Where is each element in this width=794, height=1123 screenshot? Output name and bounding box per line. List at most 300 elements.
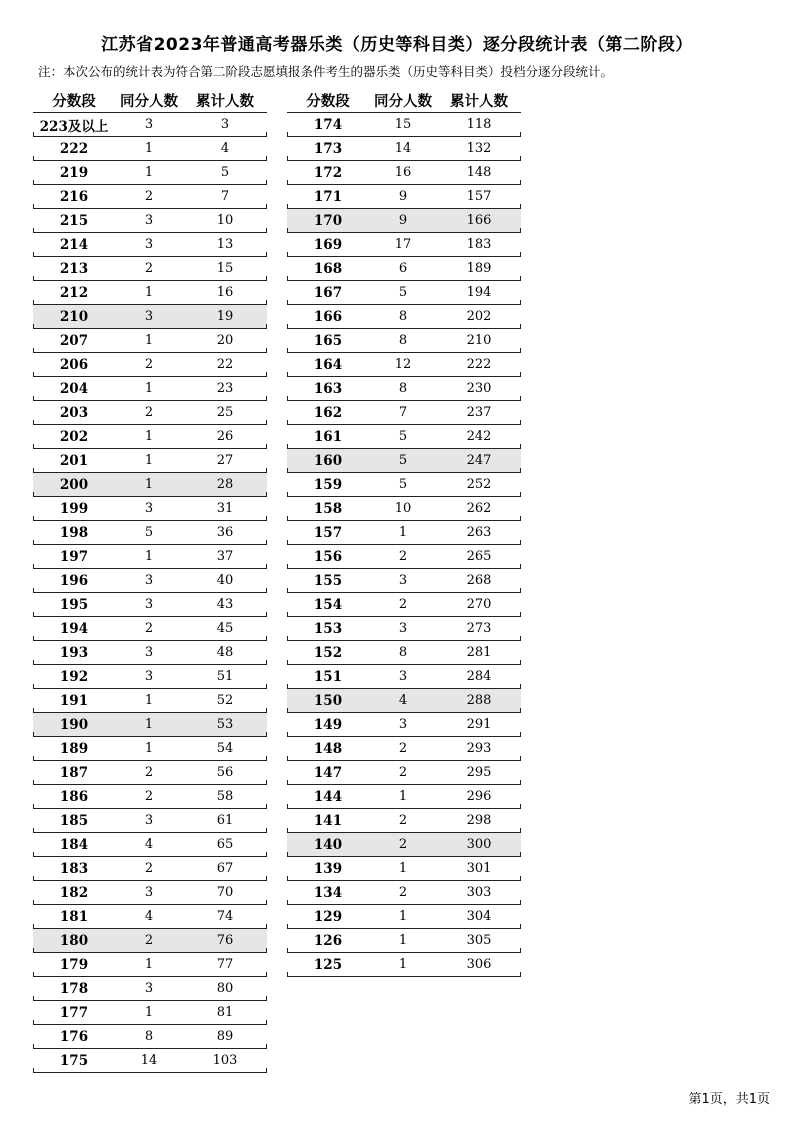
table-row — [33, 161, 267, 185]
cell-same-count: 5 — [398, 477, 408, 492]
cell-cumulative: 263 — [466, 525, 492, 540]
cell-same-count: 2 — [144, 189, 154, 204]
table-row — [287, 353, 521, 377]
cell-same-count: 14 — [394, 141, 412, 156]
cell-score: 214 — [59, 236, 89, 253]
table-row — [33, 689, 267, 713]
cell-same-count: 3 — [398, 621, 408, 636]
cell-score: 184 — [59, 836, 89, 853]
cell-cumulative: 48 — [216, 645, 234, 660]
cell-score: 167 — [313, 284, 343, 301]
table-row — [33, 137, 267, 161]
table-row — [33, 1049, 267, 1073]
cell-cumulative: 293 — [466, 741, 492, 756]
cell-same-count: 1 — [144, 453, 154, 468]
cell-score: 210 — [59, 308, 89, 325]
cell-score: 153 — [313, 620, 343, 637]
cell-score: 162 — [313, 404, 343, 421]
cell-cumulative: 103 — [212, 1053, 238, 1068]
cell-cumulative: 284 — [466, 669, 492, 684]
cell-cumulative: 51 — [216, 669, 234, 684]
cell-same-count: 2 — [144, 765, 154, 780]
header-score: 分数段 — [306, 93, 350, 110]
table-row — [287, 545, 521, 569]
cell-same-count: 3 — [144, 981, 154, 996]
cell-score: 207 — [59, 332, 89, 349]
cell-cumulative: 5 — [220, 165, 230, 180]
cell-same-count: 3 — [144, 501, 154, 516]
cell-score: 200 — [59, 476, 89, 493]
cell-same-count: 8 — [398, 381, 408, 396]
cell-same-count: 4 — [144, 909, 154, 924]
cell-cumulative: 81 — [216, 1005, 234, 1020]
cell-cumulative: 268 — [466, 573, 492, 588]
cell-cumulative: 28 — [216, 477, 234, 492]
table-row — [287, 329, 521, 353]
cell-score: 204 — [59, 380, 89, 397]
cell-score: 191 — [59, 692, 89, 709]
table-row — [33, 521, 267, 545]
cell-same-count: 4 — [398, 693, 408, 708]
table-row — [33, 305, 267, 329]
cell-cumulative: 194 — [466, 285, 492, 300]
header-same-count: 同分人数 — [120, 93, 178, 110]
cell-score: 190 — [59, 716, 89, 733]
cell-same-count: 5 — [398, 453, 408, 468]
cell-cumulative: 281 — [466, 645, 492, 660]
cell-cumulative: 52 — [216, 693, 234, 708]
cell-score: 194 — [59, 620, 89, 637]
table-row — [287, 305, 521, 329]
cell-same-count: 1 — [144, 1005, 154, 1020]
cell-cumulative: 31 — [216, 501, 234, 516]
cell-cumulative: 45 — [216, 621, 234, 636]
table-row — [287, 737, 521, 761]
cell-score: 161 — [313, 428, 343, 445]
cell-same-count: 2 — [398, 597, 408, 612]
cell-score: 187 — [59, 764, 89, 781]
cell-score: 183 — [59, 860, 89, 877]
cell-cumulative: 304 — [466, 909, 492, 924]
cell-cumulative: 19 — [216, 309, 234, 324]
cell-cumulative: 300 — [466, 837, 492, 852]
table-row — [33, 569, 267, 593]
table-row — [287, 881, 521, 905]
cell-score: 196 — [59, 572, 89, 589]
table-row — [287, 689, 521, 713]
cell-cumulative: 23 — [216, 381, 234, 396]
table-row — [287, 497, 521, 521]
table-row — [33, 857, 267, 881]
cell-same-count: 16 — [394, 165, 412, 180]
table-row — [287, 521, 521, 545]
cell-same-count: 3 — [144, 597, 154, 612]
cell-cumulative: 296 — [466, 789, 492, 804]
cell-same-count: 2 — [144, 861, 154, 876]
table-row — [287, 377, 521, 401]
cell-score: 173 — [313, 140, 343, 157]
cell-score: 195 — [59, 596, 89, 613]
cell-cumulative: 262 — [466, 501, 492, 516]
cell-same-count: 3 — [144, 213, 154, 228]
cell-score: 148 — [313, 740, 343, 757]
table-row — [33, 185, 267, 209]
cell-cumulative: 222 — [466, 357, 492, 372]
header-score: 分数段 — [52, 93, 96, 110]
cell-same-count: 3 — [144, 237, 154, 252]
cell-cumulative: 288 — [466, 693, 492, 708]
cell-same-count: 2 — [144, 405, 154, 420]
cell-same-count: 17 — [394, 237, 412, 252]
cell-score: 125 — [313, 956, 343, 973]
cell-cumulative: 210 — [466, 333, 492, 348]
table-row — [33, 665, 267, 689]
table-header — [287, 88, 521, 113]
table-row — [33, 617, 267, 641]
cell-cumulative: 252 — [466, 477, 492, 492]
cell-score: 175 — [59, 1052, 89, 1069]
page-title: 江苏省2023年普通高考器乐类（历史等科目类）逐分段统计表（第二阶段） — [101, 35, 693, 55]
cell-score: 202 — [59, 428, 89, 445]
cell-same-count: 3 — [144, 645, 154, 660]
cell-cumulative: 76 — [216, 933, 234, 948]
table-row — [33, 761, 267, 785]
table-row — [33, 497, 267, 521]
cell-same-count: 3 — [144, 309, 154, 324]
header-cumulative: 累计人数 — [450, 93, 508, 110]
table-row — [287, 209, 521, 233]
cell-same-count: 8 — [398, 309, 408, 324]
cell-cumulative: 65 — [216, 837, 234, 852]
table-row — [33, 977, 267, 1001]
table-row — [33, 545, 267, 569]
cell-score: 157 — [313, 524, 343, 541]
cell-same-count: 3 — [144, 813, 154, 828]
table-row — [33, 377, 267, 401]
cell-cumulative: 37 — [216, 549, 234, 564]
cell-same-count: 2 — [398, 813, 408, 828]
cell-score: 215 — [59, 212, 89, 229]
cell-score: 181 — [59, 908, 89, 925]
cell-same-count: 1 — [144, 429, 154, 444]
page-footer: 第1页，共1页 — [688, 1092, 770, 1107]
cell-score: 140 — [313, 836, 343, 853]
cell-score: 144 — [313, 788, 343, 805]
cell-same-count: 1 — [144, 741, 154, 756]
cell-cumulative: 26 — [216, 429, 234, 444]
cell-score: 165 — [313, 332, 343, 349]
cell-same-count: 3 — [144, 573, 154, 588]
cell-cumulative: 70 — [216, 885, 234, 900]
cell-score: 193 — [59, 644, 89, 661]
cell-same-count: 5 — [398, 429, 408, 444]
table-row — [287, 641, 521, 665]
cell-cumulative: 118 — [466, 117, 492, 132]
cell-cumulative: 80 — [216, 981, 234, 996]
cell-cumulative: 13 — [216, 237, 234, 252]
cell-same-count: 1 — [398, 909, 408, 924]
table-row — [33, 929, 267, 953]
table-row — [33, 833, 267, 857]
table-row — [287, 713, 521, 737]
table-header — [33, 88, 267, 113]
cell-same-count: 8 — [398, 333, 408, 348]
cell-cumulative: 148 — [466, 165, 492, 180]
cell-score: 151 — [313, 668, 343, 685]
table-body — [33, 113, 267, 1073]
cell-same-count: 5 — [144, 525, 154, 540]
table-row — [33, 209, 267, 233]
cell-score: 126 — [313, 932, 343, 949]
cell-score: 203 — [59, 404, 89, 421]
cell-same-count: 9 — [398, 189, 408, 204]
cell-same-count: 8 — [398, 645, 408, 660]
cell-same-count: 2 — [398, 885, 408, 900]
cell-score: 178 — [59, 980, 89, 997]
table-row — [287, 449, 521, 473]
cell-cumulative: 53 — [216, 717, 234, 732]
cell-score: 186 — [59, 788, 89, 805]
cell-cumulative: 295 — [466, 765, 492, 780]
cell-score: 192 — [59, 668, 89, 685]
table-row — [33, 281, 267, 305]
cell-cumulative: 265 — [466, 549, 492, 564]
cell-score: 219 — [59, 164, 89, 181]
table-row — [33, 809, 267, 833]
table-row — [33, 713, 267, 737]
table-row — [33, 257, 267, 281]
cell-same-count: 3 — [398, 669, 408, 684]
table-row — [33, 641, 267, 665]
cell-cumulative: 61 — [216, 813, 234, 828]
cell-same-count: 9 — [398, 213, 408, 228]
table-row — [33, 1001, 267, 1025]
cell-score: 169 — [313, 236, 343, 253]
cell-cumulative: 298 — [466, 813, 492, 828]
cell-same-count: 1 — [144, 165, 154, 180]
cell-cumulative: 10 — [216, 213, 234, 228]
header-cumulative: 累计人数 — [196, 93, 254, 110]
table-row — [287, 569, 521, 593]
cell-same-count: 1 — [398, 789, 408, 804]
cell-same-count: 2 — [144, 261, 154, 276]
cell-cumulative: 43 — [216, 597, 234, 612]
cell-score: 216 — [59, 188, 89, 205]
cell-cumulative: 16 — [216, 285, 234, 300]
cell-score: 166 — [313, 308, 343, 325]
cell-same-count: 1 — [144, 957, 154, 972]
cell-cumulative: 36 — [216, 525, 234, 540]
score-table-left — [33, 88, 267, 1073]
cell-score: 152 — [313, 644, 343, 661]
cell-cumulative: 230 — [466, 381, 492, 396]
table-row — [287, 761, 521, 785]
cell-score: 164 — [313, 356, 343, 373]
cell-same-count: 2 — [144, 621, 154, 636]
cell-same-count: 4 — [144, 837, 154, 852]
cell-cumulative: 20 — [216, 333, 234, 348]
score-table-right — [287, 88, 521, 977]
table-row — [33, 425, 267, 449]
table-row — [33, 113, 267, 137]
table-row — [287, 161, 521, 185]
cell-cumulative: 27 — [216, 453, 234, 468]
cell-same-count: 15 — [394, 117, 412, 132]
cell-cumulative: 7 — [220, 189, 230, 204]
cell-cumulative: 303 — [466, 885, 492, 900]
cell-score: 180 — [59, 932, 89, 949]
cell-same-count: 2 — [398, 549, 408, 564]
table-row — [287, 257, 521, 281]
cell-same-count: 2 — [144, 933, 154, 948]
cell-score: 212 — [59, 284, 89, 301]
table-row — [287, 617, 521, 641]
cell-score: 189 — [59, 740, 89, 757]
cell-cumulative: 291 — [466, 717, 492, 732]
cell-cumulative: 157 — [466, 189, 492, 204]
cell-same-count: 6 — [398, 261, 408, 276]
cell-cumulative: 15 — [216, 261, 234, 276]
cell-cumulative: 132 — [466, 141, 492, 156]
cell-same-count: 1 — [144, 717, 154, 732]
cell-same-count: 1 — [144, 549, 154, 564]
cell-score: 222 — [59, 140, 89, 157]
cell-cumulative: 89 — [216, 1029, 234, 1044]
table-row — [33, 473, 267, 497]
cell-score: 141 — [313, 812, 343, 829]
cell-cumulative: 189 — [466, 261, 492, 276]
cell-cumulative: 54 — [216, 741, 234, 756]
cell-score: 158 — [313, 500, 343, 517]
cell-score: 129 — [313, 908, 343, 925]
cell-same-count: 2 — [398, 837, 408, 852]
cell-cumulative: 25 — [216, 405, 234, 420]
cell-same-count: 3 — [144, 669, 154, 684]
cell-same-count: 10 — [394, 501, 412, 516]
cell-score: 168 — [313, 260, 343, 277]
cell-cumulative: 202 — [466, 309, 492, 324]
cell-same-count: 2 — [398, 741, 408, 756]
cell-same-count: 8 — [144, 1029, 154, 1044]
table-row — [33, 737, 267, 761]
table-row — [33, 401, 267, 425]
cell-cumulative: 22 — [216, 357, 234, 372]
cell-same-count: 3 — [398, 573, 408, 588]
cell-cumulative: 4 — [220, 141, 230, 156]
cell-score: 159 — [313, 476, 343, 493]
table-row — [33, 881, 267, 905]
cell-cumulative: 56 — [216, 765, 234, 780]
table-row — [33, 1025, 267, 1049]
cell-score: 197 — [59, 548, 89, 565]
cell-score: 206 — [59, 356, 89, 373]
cell-same-count: 1 — [398, 933, 408, 948]
cell-score: 154 — [313, 596, 343, 613]
table-row — [287, 857, 521, 881]
cell-cumulative: 40 — [216, 573, 234, 588]
cell-score: 223及以上 — [39, 118, 109, 135]
cell-same-count: 2 — [398, 765, 408, 780]
cell-cumulative: 166 — [466, 213, 492, 228]
cell-score: 156 — [313, 548, 343, 565]
cell-cumulative: 270 — [466, 597, 492, 612]
cell-score: 134 — [313, 884, 343, 901]
cell-same-count: 3 — [144, 117, 154, 132]
cell-score: 176 — [59, 1028, 89, 1045]
cell-cumulative: 306 — [466, 957, 492, 972]
cell-cumulative: 237 — [466, 405, 492, 420]
table-row — [287, 401, 521, 425]
table-row — [33, 449, 267, 473]
cell-same-count: 1 — [144, 477, 154, 492]
table-row — [287, 809, 521, 833]
cell-same-count: 1 — [144, 693, 154, 708]
cell-same-count: 2 — [144, 789, 154, 804]
cell-same-count: 3 — [398, 717, 408, 732]
table-row — [33, 905, 267, 929]
cell-same-count: 1 — [398, 525, 408, 540]
cell-same-count: 2 — [144, 357, 154, 372]
cell-cumulative: 247 — [466, 453, 492, 468]
cell-score: 155 — [313, 572, 343, 589]
cell-score: 201 — [59, 452, 89, 469]
cell-cumulative: 273 — [466, 621, 492, 636]
table-body — [287, 113, 521, 977]
cell-same-count: 1 — [144, 381, 154, 396]
table-row — [33, 593, 267, 617]
cell-score: 171 — [313, 188, 343, 205]
cell-same-count: 1 — [398, 957, 408, 972]
cell-score: 149 — [313, 716, 343, 733]
cell-score: 150 — [313, 692, 343, 709]
cell-same-count: 14 — [140, 1053, 158, 1068]
table-row — [33, 353, 267, 377]
cell-same-count: 1 — [398, 861, 408, 876]
cell-cumulative: 74 — [216, 909, 234, 924]
cell-score: 213 — [59, 260, 89, 277]
cell-same-count: 3 — [144, 885, 154, 900]
table-row — [287, 953, 521, 977]
cell-cumulative: 301 — [466, 861, 492, 876]
table-row — [287, 281, 521, 305]
cell-score: 199 — [59, 500, 89, 517]
cell-same-count: 7 — [398, 405, 408, 420]
cell-score: 177 — [59, 1004, 89, 1021]
cell-score: 170 — [313, 212, 343, 229]
cell-same-count: 1 — [144, 141, 154, 156]
table-row — [287, 185, 521, 209]
cell-score: 139 — [313, 860, 343, 877]
table-row — [287, 137, 521, 161]
table-row — [287, 833, 521, 857]
table-row — [287, 929, 521, 953]
table-row — [33, 953, 267, 977]
table-row — [287, 113, 521, 137]
header-same-count: 同分人数 — [374, 93, 432, 110]
table-row — [287, 593, 521, 617]
table-row — [287, 665, 521, 689]
cell-cumulative: 58 — [216, 789, 234, 804]
cell-cumulative: 183 — [466, 237, 492, 252]
cell-same-count: 12 — [394, 357, 412, 372]
cell-cumulative: 242 — [466, 429, 492, 444]
table-row — [33, 233, 267, 257]
table-row — [287, 425, 521, 449]
table-row — [33, 329, 267, 353]
table-note: 注：本次公布的统计表为符合第二阶段志愿填报条件考生的器乐类（历史等科目类）投档分逐分段统计。 — [38, 64, 614, 79]
cell-score: 172 — [313, 164, 343, 181]
cell-same-count: 5 — [398, 285, 408, 300]
